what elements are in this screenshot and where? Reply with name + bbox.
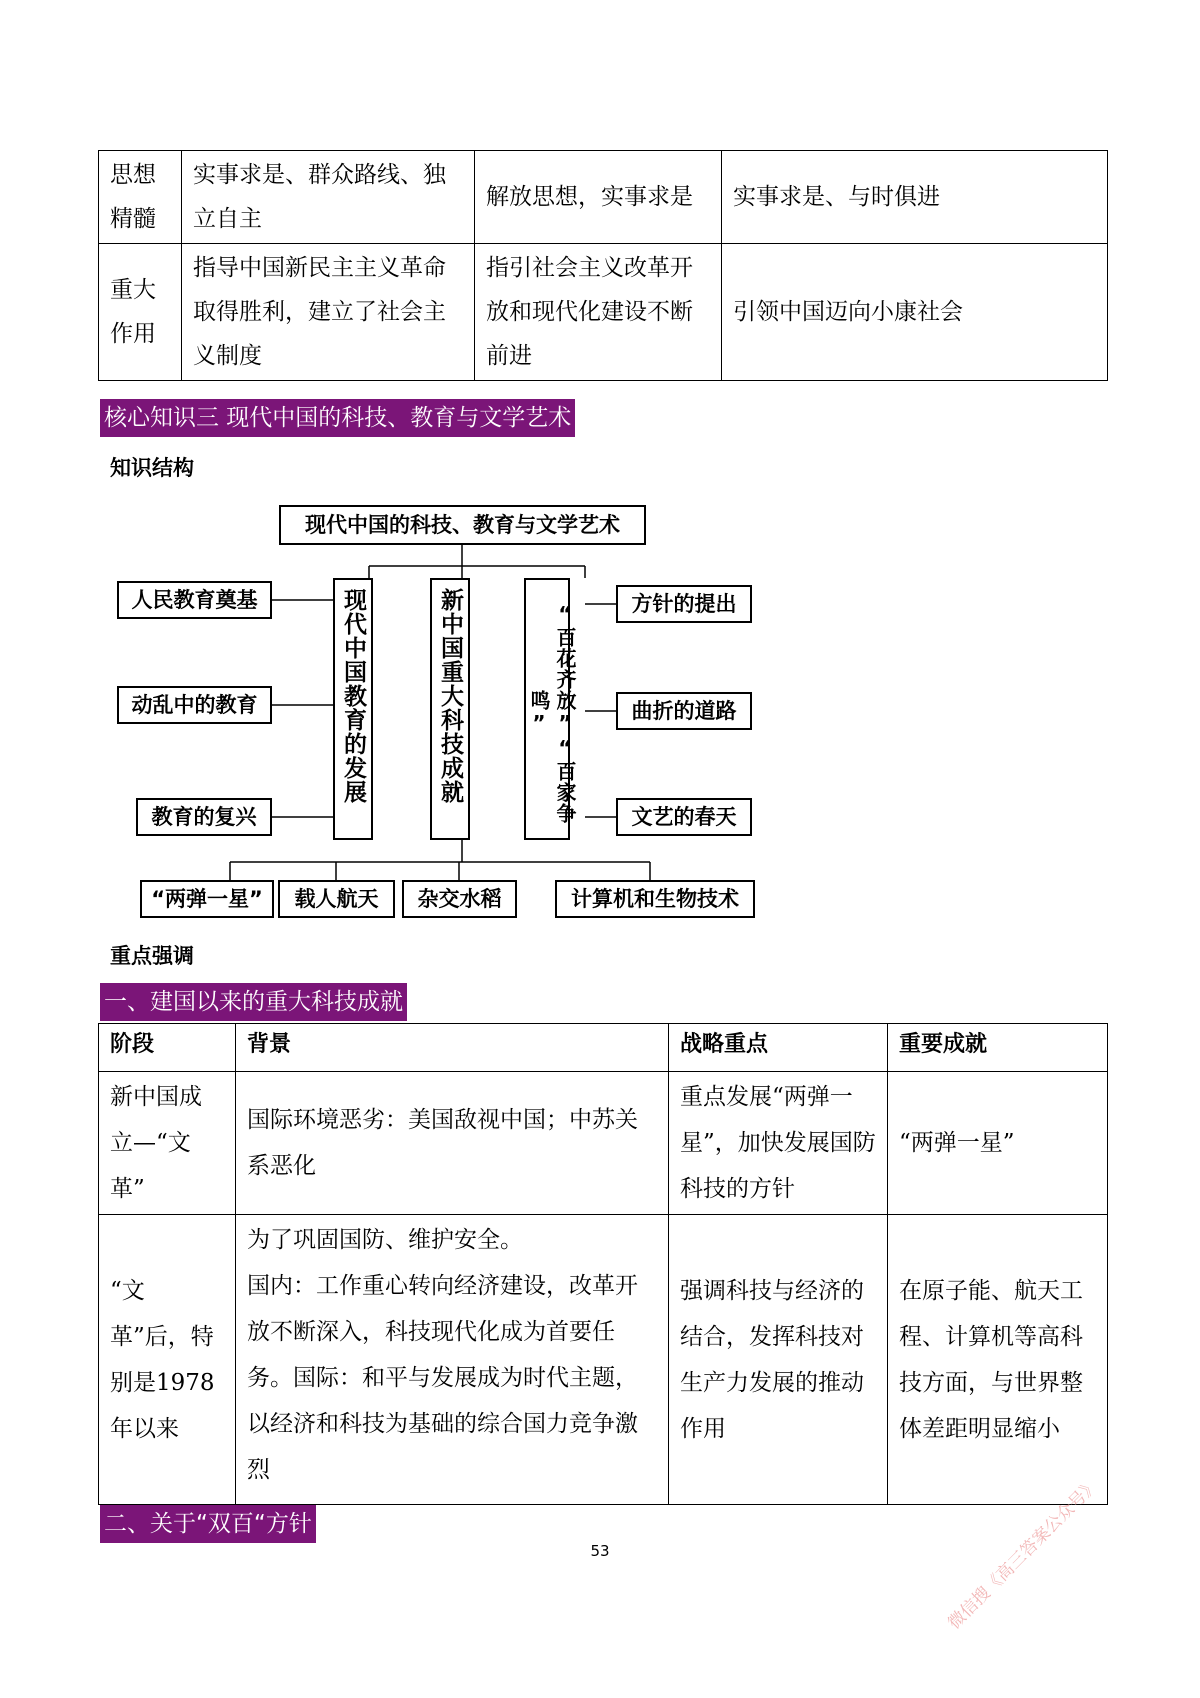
table-cell: 实事求是、与时俱进 (722, 151, 1108, 244)
achievements-table (98, 1023, 1108, 1505)
table-row (99, 1215, 1108, 1505)
table-cell: 引领中国迈向小康社会 (722, 244, 1108, 381)
table-cell: 国际环境恶劣：美国敌视中国；中苏关系恶化 (236, 1072, 669, 1215)
section-heading: 二、关于“双百“方针 (100, 1505, 316, 1543)
diagram-right-item: 方针的提出 (616, 585, 752, 623)
diagram-bottom-item: 计算机和生物技术 (555, 880, 755, 918)
diagram-right-item: 文艺的春天 (616, 798, 752, 836)
table-cell: “文革”后，特别是1978 年以来 (99, 1215, 236, 1505)
emphasis-label: 重点强调 (110, 944, 194, 968)
table-cell: 在原子能、航天工程、计算机等高科技方面，与世界整体差距明显缩小 (888, 1215, 1108, 1505)
table-cell: “两弹一星” (888, 1072, 1108, 1215)
diagram-col-label: “百花齐放”“百家争鸣” (527, 602, 577, 824)
diagram-bottom-item: 载人航天 (278, 880, 395, 918)
diagram-root: 现代中国的科技、教育与文学艺术 (279, 505, 646, 545)
diagram-col-label: 现代中国教育的发展 (340, 588, 366, 804)
diagram-left-item: 教育的复兴 (136, 798, 272, 836)
diagram-bottom-item: “两弹一星” (140, 880, 274, 918)
column-header: 阶段 (99, 1024, 236, 1072)
diagram-col-arts (524, 578, 577, 840)
section-heading: 一、建国以来的重大科技成就 (100, 983, 407, 1021)
diagram-col-education (333, 578, 373, 840)
row-label: 思想精髓 (99, 151, 182, 244)
table-cell: 强调科技与经济的结合，发挥科技对生产力发展的推动作用 (669, 1215, 888, 1505)
table-cell (236, 1215, 669, 1505)
table-cell: 新中国成立—“文革” (99, 1072, 236, 1215)
row-label: 重大作用 (99, 244, 182, 381)
structure-label: 知识结构 (110, 456, 194, 480)
table-cell: 实事求是、群众路线、独立自主 (182, 151, 475, 244)
page-number: 53 (590, 1542, 610, 1560)
cell-line: 国内：工作重心转向经济建设，改革开放不断深入，科技现代化成为首要任务。国际：和平与发展成为时代主题，以经济和科技为基础的综合国力竞争激烈 (247, 1273, 638, 1483)
watermark: 微信搜《高三答案公众号》 (944, 1475, 1103, 1634)
diagram-left-item: 动乱中的教育 (117, 686, 272, 724)
column-header: 战略重点 (669, 1024, 888, 1072)
diagram-col-science (430, 578, 470, 840)
diagram-right-item: 曲折的道路 (616, 692, 752, 730)
table-row (99, 1072, 1108, 1215)
diagram-col-label: 新中国重大科技成就 (437, 588, 463, 804)
table-cell: 指导中国新民主主义革命取得胜利，建立了社会主义制度 (182, 244, 475, 381)
cell-line: 为了巩固国防、维护安全。 (247, 1227, 523, 1253)
table-cell: 重点发展“两弹一星”，加快发展国防科技的方针 (669, 1072, 888, 1215)
column-header: 重要成就 (888, 1024, 1108, 1072)
table-cell: 解放思想，实事求是 (475, 151, 722, 244)
table-header-row (99, 1024, 1108, 1072)
column-header: 背景 (236, 1024, 669, 1072)
table-cell: 指引社会主义改革开放和现代化建设不断前进 (475, 244, 722, 381)
section-heading: 核心知识三 现代中国的科技、教育与文学艺术 (100, 399, 575, 437)
diagram-bottom-item: 杂交水稻 (402, 880, 517, 918)
diagram-left-item: 人民教育奠基 (117, 581, 272, 619)
